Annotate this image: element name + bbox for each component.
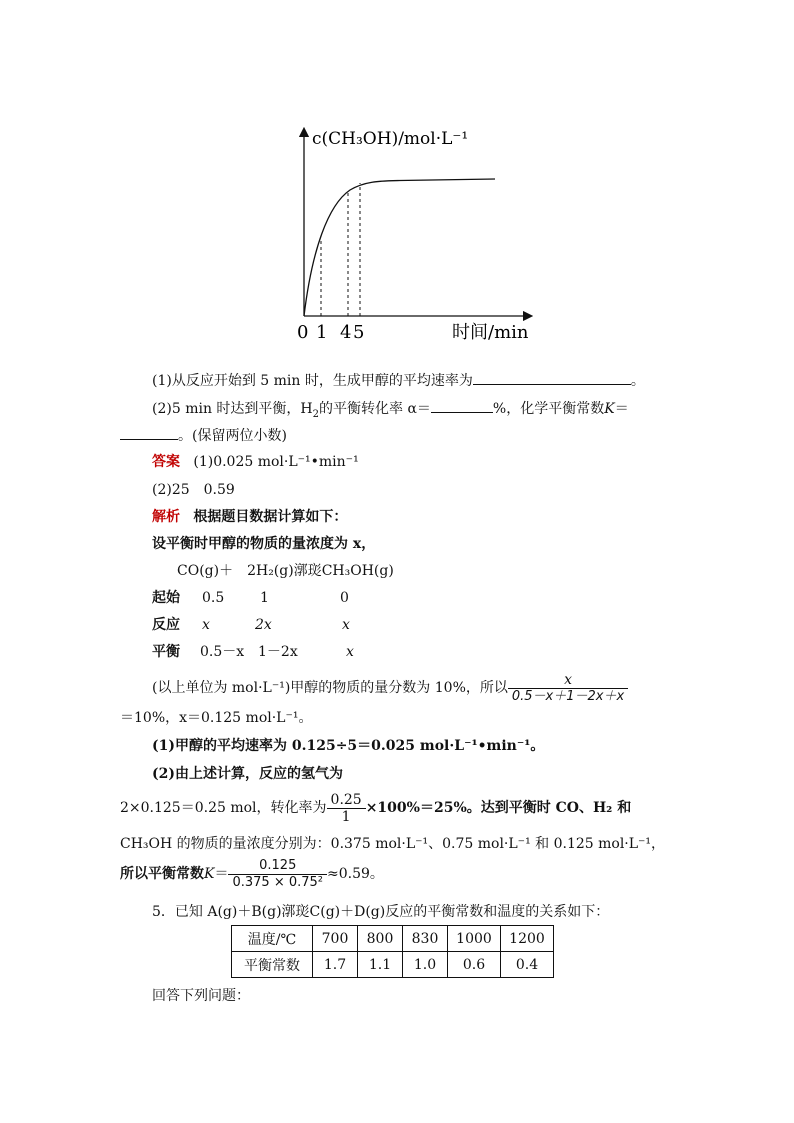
answer-blank-3[interactable] — [120, 425, 178, 440]
table-cell: 700 — [313, 926, 358, 952]
question-2-cont: 。(保留两位小数) — [120, 425, 287, 446]
x-tick-0: 0 — [297, 322, 309, 343]
conversion-line: 2×0.125＝0.25 mol，转化率为 $\frac{0.25}{1}$ ×100%＝25%。达到平衡时 CO、H₂ 和 — [120, 791, 632, 825]
x-tick-1: 1 — [316, 322, 328, 343]
answer-line-1: 答案 (1)0.025 mol·L⁻¹•min⁻¹ — [152, 454, 359, 470]
analysis-intro: 解析 根据题目数据计算如下： — [152, 509, 348, 525]
x-axis-label: 时间/min — [452, 322, 529, 343]
result-line: ＝10%，x＝0.125 mol·L⁻¹。 — [120, 710, 313, 726]
rate-line: (1)甲醇的平均速率为 0.125÷5＝0.025 mol·L⁻¹•min⁻¹。 — [152, 738, 545, 754]
table-cell: 830 — [403, 926, 448, 952]
concentration-time-graph — [0, 0, 794, 360]
k-line: 所以平衡常数K＝ $\frac{0.125}{\text{0.375 × 0.75²}}$ ≈0.59。 — [120, 857, 384, 890]
question-1: (1)从反应开始到 5 min 时，生成甲醇的平均速率为 。 — [152, 370, 645, 391]
closing-prompt: 回答下列问题： — [152, 988, 250, 1004]
concentration-line: CH₃OH 的物质的量浓度分别为：0.375 mol·L⁻¹、0.75 mol·L⁻¹ 和 0.125 mol·L⁻¹， — [120, 836, 666, 852]
y-axis-label: c(CH₃OH)/mol·L⁻¹ — [312, 129, 469, 149]
equilibrium-constant-table — [231, 925, 554, 978]
table-cell: 1.0 — [403, 952, 448, 978]
concentration-curve — [304, 179, 495, 316]
x-tick-4: 4 — [340, 322, 352, 343]
answer-blank-1[interactable] — [473, 370, 631, 385]
table-cell: 800 — [358, 926, 403, 952]
table-row-constant — [232, 952, 554, 978]
fraction-mole: $\frac{x}{0.5-x+1-2x+x}$ — [508, 672, 628, 705]
x-tick-5: 5 — [353, 322, 365, 343]
h2-line: (2)由上述计算，反应的氢气为 — [152, 766, 343, 782]
fraction-k: $\frac{0.125}{\text{0.375 × 0.75²}}$ — [228, 858, 327, 891]
table-cell: 1.7 — [313, 952, 358, 978]
answer-line-2: (2)25 0.59 — [152, 482, 235, 498]
question-2: (2)5 min 时达到平衡，$H_2$的平衡转化率 α＝ %，化学平衡常数K＝ — [152, 398, 629, 425]
table-cell: 0.6 — [448, 952, 501, 978]
table-cell: 1.1 — [358, 952, 403, 978]
table-cell: 1200 — [501, 926, 554, 952]
analysis-label: 解析 — [152, 509, 180, 525]
fraction-conversion: $\frac{0.25}{1}$ — [327, 792, 366, 825]
analysis-assume: 设平衡时甲醇的物质的量浓度为 x， — [152, 536, 376, 552]
table-cell: 0.4 — [501, 952, 554, 978]
table-row-temperature — [232, 926, 554, 952]
problem-5-text: 5．已知 A(g)＋B(g)漷珳C(g)＋D(g)反应的平衡常数和温度的关系如下： — [152, 904, 610, 920]
table-cell: 1000 — [448, 926, 501, 952]
answer-label: 答案 — [152, 454, 180, 470]
table-header-constant: 平衡常数 — [232, 952, 313, 978]
table-header-temperature: 温度/℃ — [232, 926, 313, 952]
reaction-equation: CO(g)＋ 2H₂(g)漷珳CH₃OH(g) — [177, 563, 394, 579]
mole-fraction-line: (以上单位为 mol·L⁻¹)甲醇的物质的量分数为 10%，所以 $\frac{x}{0.5-x+1-2x+x}$ — [152, 670, 628, 706]
answer-blank-2[interactable] — [431, 398, 493, 413]
